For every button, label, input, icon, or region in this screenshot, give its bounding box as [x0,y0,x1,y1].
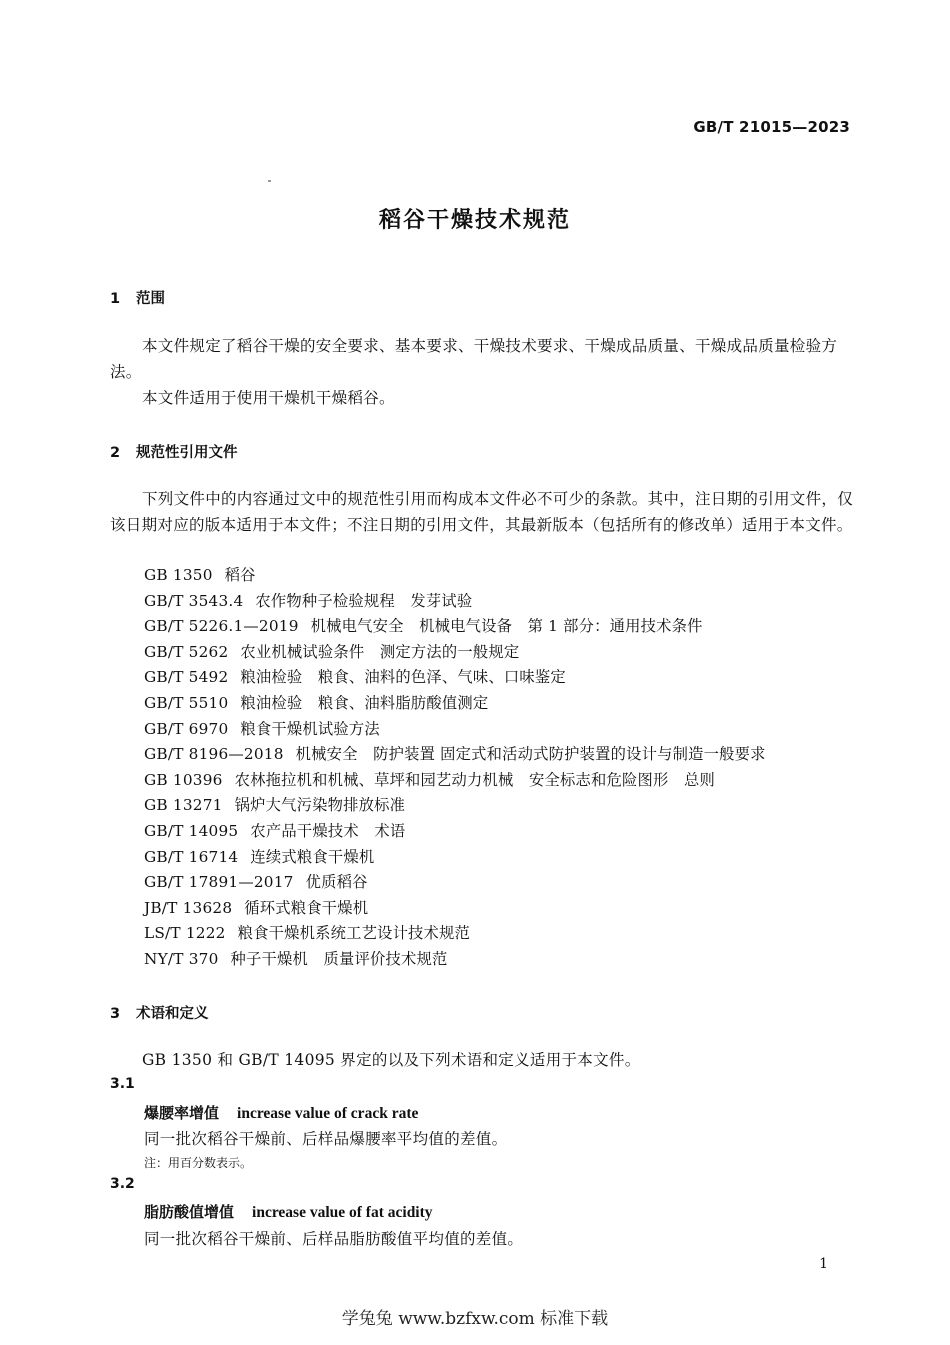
section-2-heading [110,441,238,462]
reference-item [144,563,766,589]
reference-item [144,793,766,819]
reference-item [144,665,766,691]
reference-name: 粮食干燥机系统工艺设计技术规范 [237,924,471,943]
reference-item [144,896,766,922]
terms-intro: GB 1350 和 GB/T 14095 界定的以及下列术语和定义适用于本文件。 [142,1051,641,1069]
reference-code: GB 10396 [144,770,223,789]
section-title: 术语和定义 [136,1006,209,1022]
page-number: 1 [819,1256,828,1272]
standard-code: GB/T 21015—2023 [693,118,850,136]
reference-name: 农产品干燥技术 术语 [250,821,406,840]
term-english: increase value of fat acidity [252,1204,433,1221]
reference-name: 连续式粮食干燥机 [250,847,375,866]
reference-code: NY/T 370 [144,949,219,968]
term-chinese: 脂肪酸值增值 [144,1203,235,1221]
term-entry [144,1201,433,1222]
reference-code: GB/T 6970 [144,719,229,738]
reference-item [144,870,766,896]
reference-code: GB/T 16714 [144,847,239,866]
reference-name: 粮食干燥机试验方法 [240,719,380,738]
reference-code: GB/T 3543.4 [144,591,244,610]
reference-name: 农业机械试验条件 测定方法的一般规定 [240,642,520,661]
reference-item [144,691,766,717]
reference-item [144,845,766,871]
reference-code: GB/T 5226.1—2019 [144,617,299,636]
reference-item [144,947,766,973]
reference-name: 农林拖拉机和机械、草坪和园艺动力机械 安全标志和危险图形 总则 [234,770,715,789]
reference-item [144,717,766,743]
reference-name: 粮油检验 粮食、油料脂肪酸值测定 [240,693,489,712]
reference-name: 循环式粮食干燥机 [244,898,369,917]
reference-name: 粮油检验 粮食、油料的色泽、气味、口味鉴定 [240,668,566,687]
reference-name: 优质稻谷 [305,873,368,892]
section-title: 范围 [136,291,165,307]
term-definition: 同一批次稻谷干燥前、后样品脂肪酸值平均值的差值。 [144,1230,524,1248]
term-number: 3.2 [110,1176,135,1192]
reference-item [144,640,766,666]
term-english: increase value of crack rate [237,1105,419,1122]
reference-name: 机械安全 防护装置 固定式和活动式防护装置的设计与制造一般要求 [295,745,766,764]
term-number: 3.1 [110,1076,135,1092]
reference-code: GB/T 5510 [144,693,229,712]
reference-item [144,819,766,845]
reference-code: GB/T 14095 [144,821,239,840]
reference-name: 锅炉大气污染物排放标准 [234,796,406,815]
reference-item [144,742,766,768]
reference-list [144,563,766,973]
reference-name: 机械电气安全 机械电气设备 第 1 部分：通用技术条件 [310,617,703,636]
reference-item [144,921,766,947]
document-title: 稻谷干燥技术规范 [378,208,571,233]
scope-paragraph-1: 本文件规定了稻谷干燥的安全要求、基本要求、干燥技术要求、干燥成品质量、干燥成品质量检验方法。 [110,337,838,381]
section-number: 3 [110,1006,121,1022]
footer-watermark-text: 学兔兔 www.bzfxw.com 标准下载 [341,1309,609,1329]
reference-code: GB/T 5262 [144,642,229,661]
section-title: 规范性引用文件 [136,445,238,461]
reference-code: LS/T 1222 [144,924,226,943]
reference-code: GB/T 17891—2017 [144,873,294,892]
normative-references-intro: 下列文件中的内容通过文中的规范性引用而构成本文件必不可少的条款。其中，注日期的引用文件，仅该日期对应的版本适用于本文件；不注日期的引用文件，其最新版本（包括所有的修改单）适用于本文件。 [110,490,854,534]
section-number: 1 [110,291,121,307]
reference-name: 稻谷 [224,566,256,584]
scope-paragraph-2: 本文件适用于使用干燥机干燥稻谷。 [142,389,395,407]
reference-code: GB/T 8196—2018 [144,745,284,764]
reference-code: GB/T 5492 [144,668,229,687]
reference-name: 农作物种子检验规程 发芽试验 [255,591,473,610]
scan-speck [268,180,271,182]
section-3-heading [110,1002,209,1023]
term-chinese: 爆腰率增值 [144,1104,220,1122]
section-number: 2 [110,445,121,461]
term-definition: 同一批次稻谷干燥前、后样品爆腰率平均值的差值。 [144,1130,508,1148]
reference-item [144,589,766,615]
reference-code: JB/T 13628 [144,898,233,917]
reference-code: GB 13271 [144,796,223,815]
reference-item [144,768,766,794]
term-note: 注：用百分数表示。 [144,1156,253,1170]
reference-name: 种子干燥机 质量评价技术规范 [230,949,448,968]
reference-item [144,614,766,640]
term-entry [144,1102,418,1123]
reference-code: GB 1350 [144,566,213,584]
section-1-heading [110,287,165,308]
